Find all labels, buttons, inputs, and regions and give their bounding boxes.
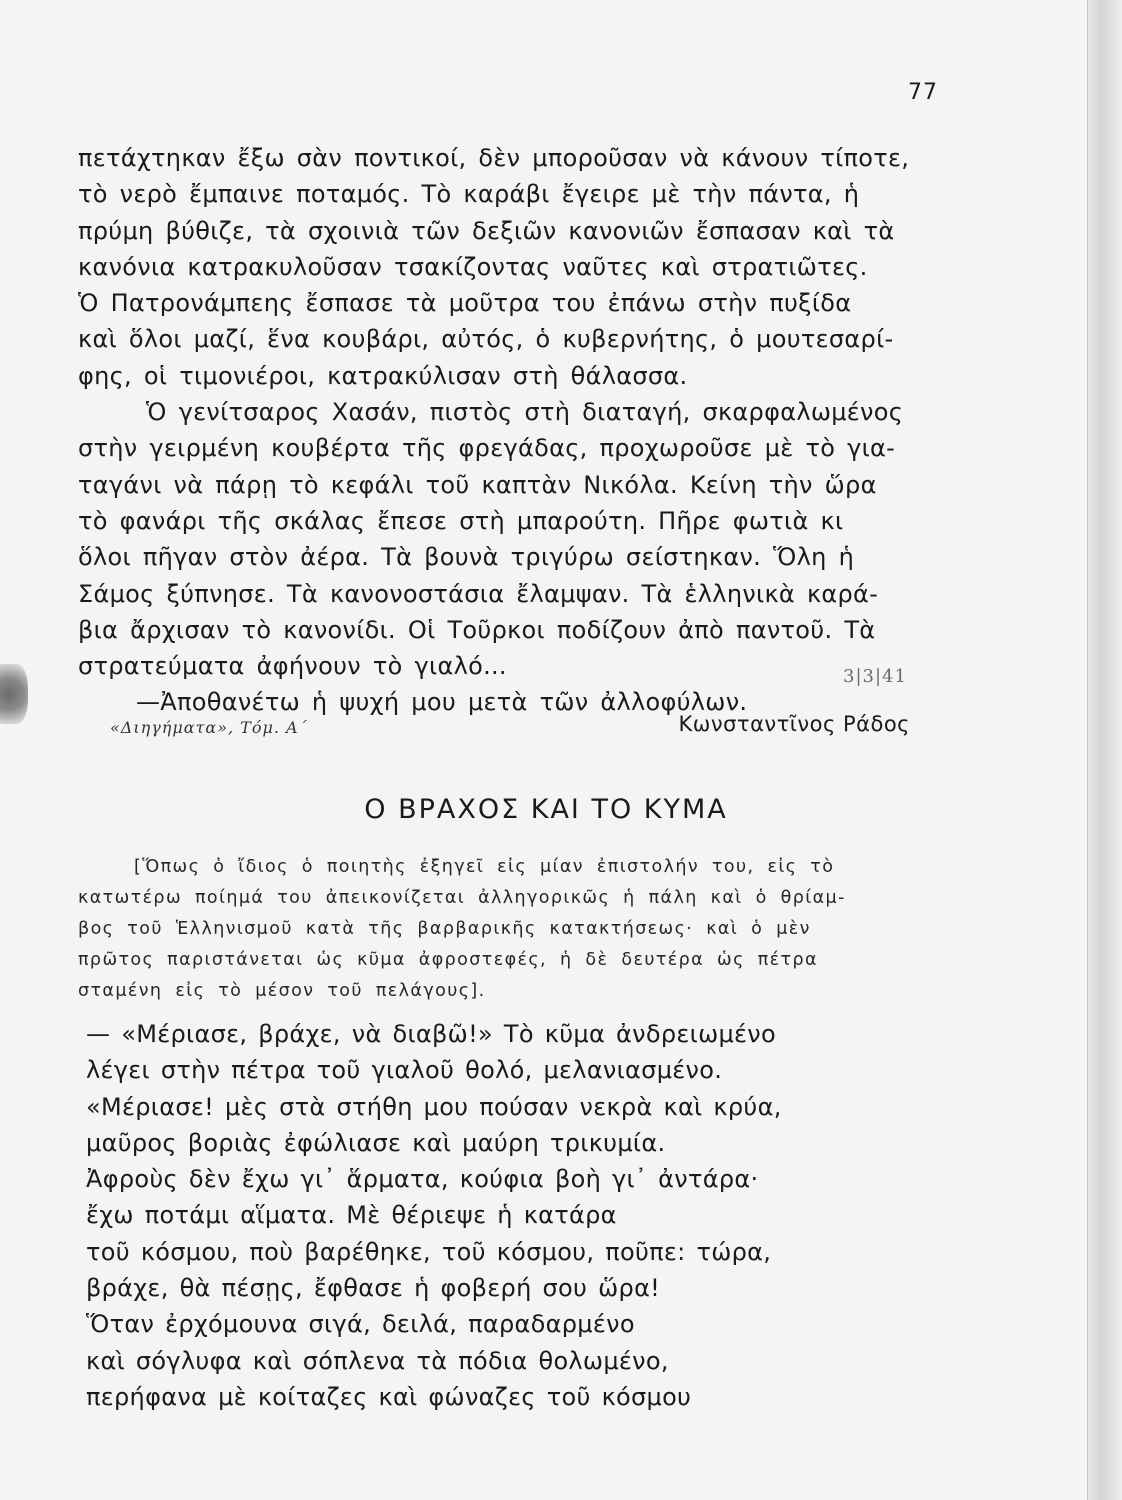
verse-line: μαῦρος βοριὰς ἐφώλιασε καὶ μαύρη τρικυμία. — [86, 1128, 666, 1157]
verse-line: Ἀφροὺς δὲν ἔχω γι᾿ ἅρματα, κούφια βοὴ γι᾿ ἀντάρα· — [86, 1165, 759, 1194]
prose-line: φης, οἱ τιμονιέροι, κατρακύλισαν στὴ θάλασσα. — [78, 361, 688, 390]
prose-line: πρύμη βύθιζε, τὰ σχοινιὰ τῶν δεξιῶν κανονιῶν ἔσπασαν καὶ τὰ — [78, 216, 895, 245]
prose-line: τὸ φανάρι τῆς σκάλας ἔπεσε στὴ μπαρούτη. Πῆρε φωτιὰ κι — [78, 506, 844, 535]
prose-line: πετάχτηκαν ἔξω σὰν ποντικοί, δὲν μποροῦσαν νὰ κάνουν τίποτε, — [78, 144, 910, 172]
verse-line: βράχε, θὰ πέσῃς, ἔφθασε ἡ φοβερή σου ὥρα! — [86, 1274, 661, 1303]
prose-line: τὸ νερὸ ἔμπαινε ποταμός. Τὸ καράβι ἔγειρε μὲ τὴν πάντα, ἡ — [78, 180, 860, 209]
preface-line: σταμένη εἰς τὸ μέσον τοῦ πελάγους]. — [78, 981, 486, 1001]
prose-line: —Ἀποθανέτω ἡ ψυχή μου μετὰ τῶν ἀλλοφύλων. — [136, 688, 748, 717]
prose-line: καὶ ὅλοι μαζί, ἕνα κουβάρι, αὐτός, ὁ κυβερνήτης, ὁ μουτεσαρί- — [78, 325, 894, 354]
prose-line: Ὁ γενίτσαρος Χασάν, πιστὸς στὴ διαταγή, σκαρφαλωμένος — [146, 398, 904, 427]
poem-preface — [78, 852, 958, 1007]
prose-line: βια ἄρχισαν τὸ κανονίδι. Οἱ Τοῦρκοι ποδίζουν ἀπὸ παντοῦ. Τὰ — [78, 615, 876, 644]
verse-line: τοῦ κόσμου, ποὺ βαρέθηκε, τοῦ κόσμου, ποῦπε: τώρα, — [86, 1237, 772, 1266]
verse-line: λέγει στὴν πέτρα τοῦ γιαλοῦ θολό, μελανιασμένο. — [86, 1056, 723, 1085]
preface-line: [Ὅπως ὁ ἴδιος ὁ ποιητὴς ἐξηγεῖ εἰς μίαν ἐπιστολήν του, εἰς τὸ — [134, 857, 835, 877]
page-number: 77 — [908, 80, 938, 105]
verse-line: «Μέριασε! μὲς στὰ στήθη μου πούσαν νεκρὰ καὶ κρύα, — [86, 1092, 782, 1121]
prose-line: στὴν γειρμένη κουβέρτα τῆς φρεγάδας, προχωροῦσε μὲ τὸ για- — [78, 434, 896, 463]
verse-line: περήφανα μὲ κοίταζες καὶ φώναζες τοῦ κόσμου — [86, 1382, 692, 1411]
poem-title: Ο ΒΡΑΧΟΣ ΚΑΙ ΤΟ ΚΥΜΑ — [364, 794, 728, 825]
verse-line: — «Μέριασε, βράχε, νὰ διαβῶ!» Τὸ κῦμα ἀνδρειωμένο — [86, 1020, 776, 1048]
preface-line: πρῶτος παριστάνεται ὡς κῦμα ἀφροστεφές, ἡ δὲ δευτέρα ὡς πέτρα — [78, 950, 818, 970]
prose-line: Ὁ Πατρονάμπεης ἔσπασε τὰ μοῦτρα του ἐπάνω στὴν πυξίδα — [78, 289, 852, 318]
verse-line: καὶ σόγλυφα καὶ σόπλενα τὰ πόδια θολωμένο, — [86, 1346, 669, 1375]
prose-line: ὅλοι πῆγαν στὸν ἀέρα. Τὰ βουνὰ τριγύρω σείστηκαν. Ὅλη ἡ — [78, 543, 855, 572]
verse-line: ἔχω ποτάμι αἵματα. Μὲ θέριεψε ἡ κατάρα — [86, 1201, 617, 1230]
page-edge — [1087, 0, 1122, 1500]
poem-verses — [86, 1016, 886, 1415]
handwritten-margin-note: 3|3|41 — [843, 666, 907, 687]
author-name: Κωνσταντῖνος Ράδος — [678, 712, 910, 736]
preface-line: βος τοῦ Ἑλληνισμοῦ κατὰ τῆς βαρβαρικῆς κατακτήσεως· καὶ ὁ μὲν — [78, 919, 811, 939]
prose-line: στρατεύματα ἀφήνουν τὸ γιαλό... — [78, 652, 507, 681]
source-citation: «Διηγήματα», Τόμ. Α΄ — [110, 718, 308, 737]
prose-block — [78, 140, 948, 721]
ink-smudge — [0, 664, 28, 724]
prose-line: ταγάνι νὰ πάρῃ τὸ κεφάλι τοῦ καπτὰν Νικόλα. Κείνη τὴν ὥρα — [78, 470, 877, 499]
preface-line: κατωτέρω ποίημά του ἀπεικονίζεται ἀλληγορικῶς ἡ πάλη καὶ ὁ θρίαμ- — [78, 888, 846, 908]
prose-line: κανόνια κατρακυλοῦσαν τσακίζοντας ναῦτες καὶ στρατιῶτες. — [78, 252, 868, 281]
verse-line: Ὅταν ἐρχόμουνα σιγά, δειλά, παραδαρμένο — [86, 1310, 635, 1339]
attribution — [110, 712, 910, 746]
prose-line: Σάμος ξύπνησε. Τὰ κανονοστάσια ἔλαμψαν. Τὰ ἑλληνικὰ καρά- — [78, 579, 879, 608]
